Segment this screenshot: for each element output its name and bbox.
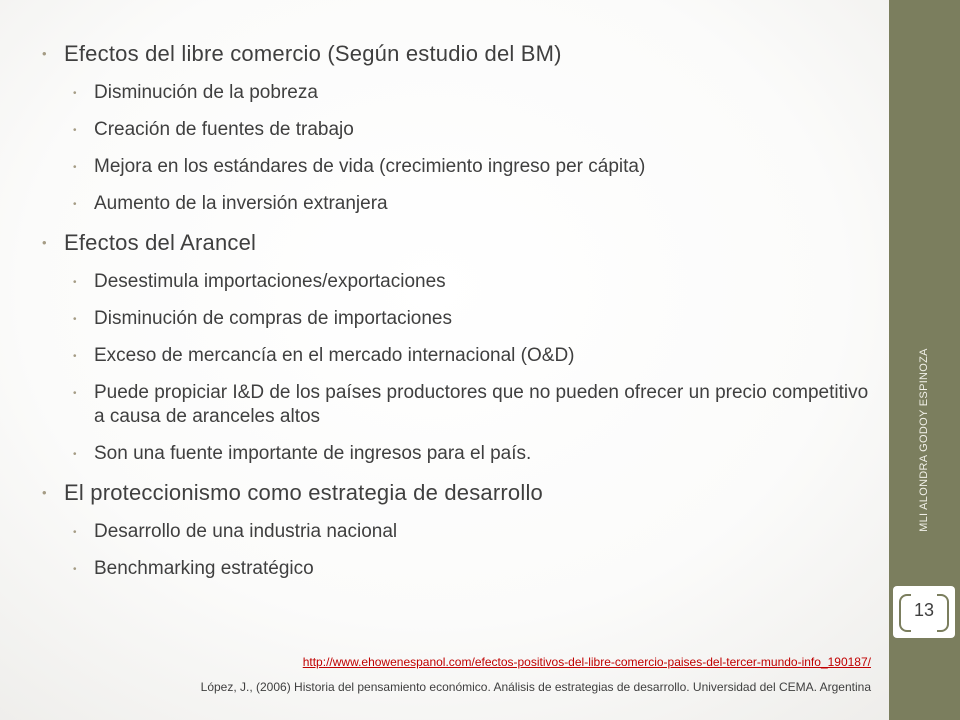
bullet-icon: • xyxy=(73,527,77,538)
section-heading-proteccionismo xyxy=(36,479,876,507)
bullet-icon: • xyxy=(42,46,47,61)
author-label: MLI ALONDRA GODOY ESPINOZA xyxy=(918,348,930,532)
list-item xyxy=(36,118,876,142)
section-heading-libre-comercio xyxy=(36,40,876,68)
list-item xyxy=(36,81,876,105)
list-item xyxy=(36,192,876,216)
reference-citation: López, J., (2006) Historia del pensamiento económico. Análisis de estrategias de desarrollo. Universidad del CEMA. Argentina xyxy=(200,680,871,694)
list-item-text: Creación de fuentes de trabajo xyxy=(94,119,354,140)
list-item xyxy=(36,442,876,466)
bullet-icon: • xyxy=(73,162,77,173)
list-item xyxy=(36,381,876,429)
bullet-icon: • xyxy=(42,485,47,500)
bullet-icon: • xyxy=(73,449,77,460)
section-heading-arancel xyxy=(36,229,876,257)
list-item-text: Mejora en los estándares de vida (crecimiento ingreso per cápita) xyxy=(94,156,646,177)
list-item-text: Benchmarking estratégico xyxy=(94,558,314,579)
slide-content xyxy=(36,32,876,594)
page-number-badge xyxy=(893,586,955,638)
bullet-icon: • xyxy=(73,199,77,210)
bullet-icon: • xyxy=(73,314,77,325)
list-item xyxy=(36,557,876,581)
section-title: Efectos del Arancel xyxy=(64,230,257,255)
list-item xyxy=(36,520,876,544)
section-title: Efectos del libre comercio (Según estudio del BM) xyxy=(64,41,562,66)
page-number: 13 xyxy=(913,600,935,620)
bullet-icon: • xyxy=(73,125,77,136)
list-item xyxy=(36,155,876,179)
list-item-text: Son una fuente importante de ingresos para el país. xyxy=(94,443,532,464)
list-item-text: Exceso de mercancía en el mercado internacional (O&D) xyxy=(94,345,575,366)
list-item-text: Aumento de la inversión extranjera xyxy=(94,193,388,214)
list-item-text: Desarrollo de una industria nacional xyxy=(94,521,398,542)
bullet-icon: • xyxy=(73,388,77,399)
list-item-text: Puede propiciar I&D de los países productores que no pueden ofrecer un precio competitivo a causa de aranceles altos xyxy=(94,382,869,427)
list-item-text: Disminución de compras de importaciones xyxy=(94,308,452,329)
reference-link[interactable]: http://www.ehowenespanol.com/efectos-positivos-del-libre-comercio-paises-del-tercer-mundo-info_190187/ xyxy=(302,655,871,669)
bullet-icon: • xyxy=(73,88,77,99)
bullet-icon: • xyxy=(73,351,77,362)
bullet-icon: • xyxy=(73,277,77,288)
bullet-icon: • xyxy=(42,235,47,250)
list-item xyxy=(36,344,876,368)
list-item xyxy=(36,307,876,331)
section-title: El proteccionismo como estrategia de desarrollo xyxy=(64,480,543,505)
list-item xyxy=(36,270,876,294)
bullet-icon: • xyxy=(73,564,77,575)
list-item-text: Disminución de la pobreza xyxy=(94,82,318,103)
list-item-text: Desestimula importaciones/exportaciones xyxy=(94,271,446,292)
